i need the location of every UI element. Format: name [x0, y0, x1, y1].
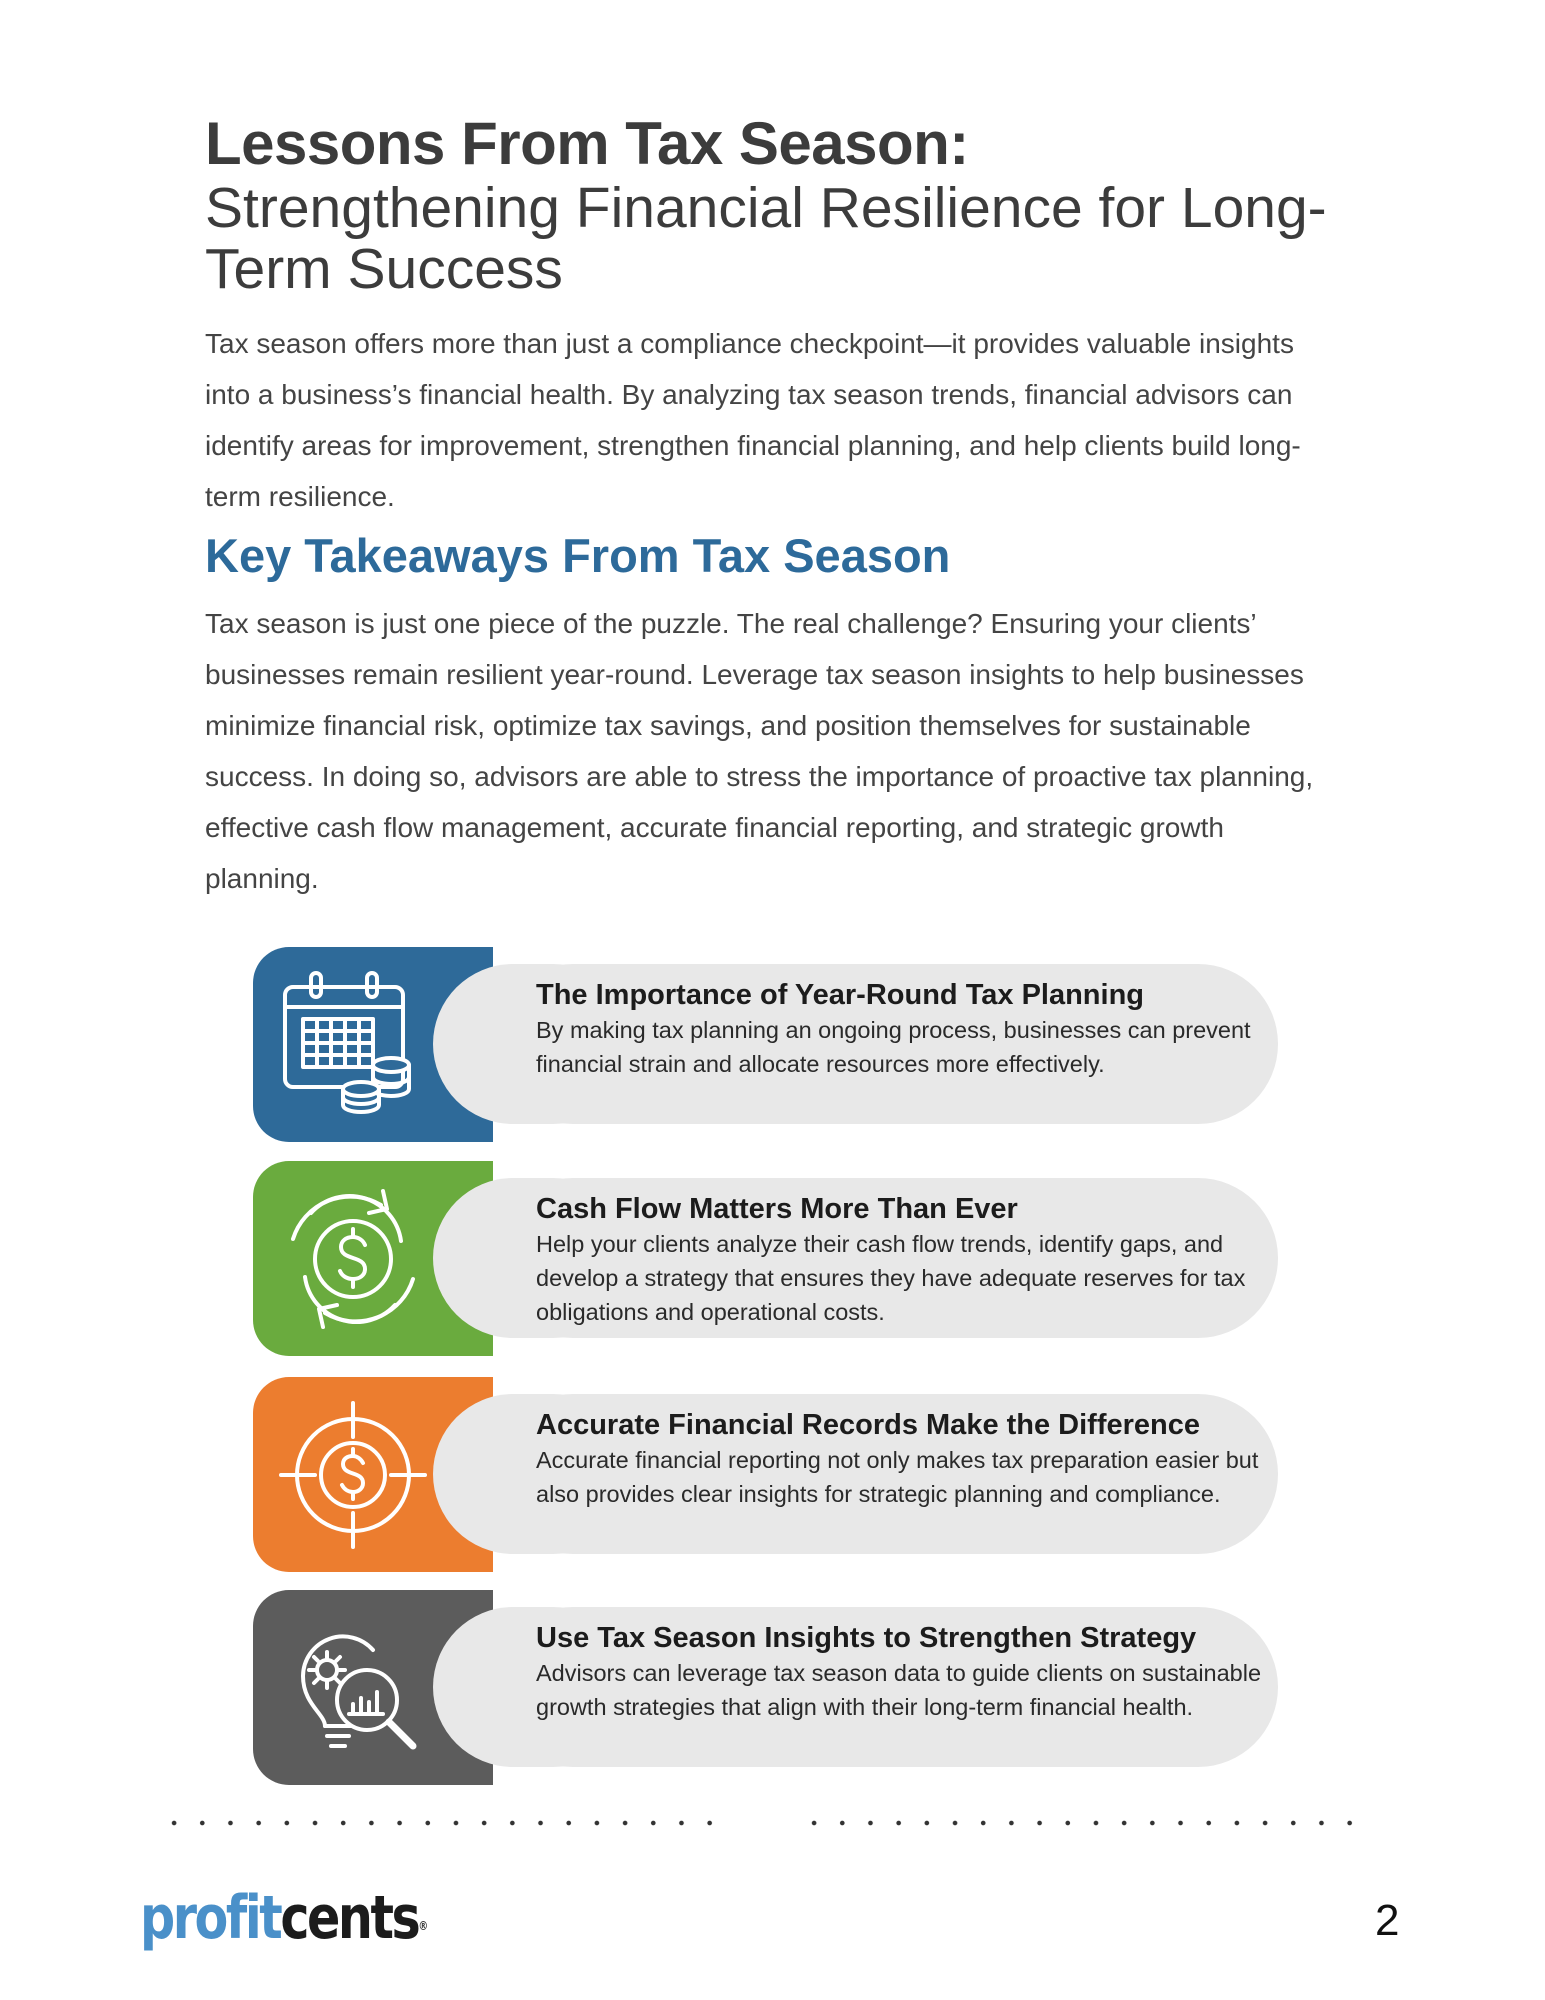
logo-registered-mark: ®: [418, 1919, 429, 1933]
takeaway-card: [253, 1377, 1278, 1572]
card-heading: Use Tax Season Insights to Strengthen Strategy: [536, 1622, 1197, 1654]
dollar-cycle-icon: [273, 1179, 433, 1339]
intro-paragraph: Tax season offers more than just a compliance checkpoint—it provides valuable insights into a business’s financial health. By analyzing tax season trends, financial advisors can identify areas for improvement, strengthen financial planning, and help clients build long-term resilience.: [205, 328, 1301, 512]
dotted-divider-left: [160, 1820, 730, 1826]
section-paragraph: Tax season is just one piece of the puzzle. The real challenge? Ensuring your clients’ businesses remain resilient year-round. Leverage tax season insights to help businesses minimize financial risk, optimize tax savings, and position themselves for sustainable success. In doing so, advisors are able to stress the importance of proactive tax planning, effective cash flow management, accurate financial reporting, and strategic growth planning.: [205, 608, 1314, 894]
lightbulb-analytics-icon: [273, 1608, 433, 1768]
logo-cents: cents: [280, 1883, 419, 1953]
logo-profit: profit: [140, 1883, 281, 1953]
card-description: Advisors can leverage tax season data to guide clients on sustainable growth strategies that align with their long-term financial health.: [536, 1660, 1262, 1720]
dollar-target-icon: [273, 1395, 433, 1555]
card-description: Accurate financial reporting not only makes tax preparation easier but also provides clear insights for strategic planning and compliance.: [536, 1447, 1259, 1507]
calendar-coins-icon: [273, 965, 433, 1125]
card-heading: Accurate Financial Records Make the Difference: [536, 1409, 1201, 1441]
profitcents-logo: [140, 1878, 428, 1958]
takeaway-card: [253, 1590, 1278, 1785]
card-description: Help your clients analyze their cash flow trends, identify gaps, and develop a strategy that ensures they have adequate reserves for tax obligations and operational costs.: [536, 1231, 1246, 1325]
takeaway-card: [253, 947, 1278, 1142]
page-subtitle: Strengthening Financial Resilience for Long-Term Success: [205, 176, 1327, 301]
takeaway-card: [253, 1161, 1278, 1356]
card-heading: The Importance of Year-Round Tax Planning: [536, 979, 1145, 1011]
card-heading: Cash Flow Matters More Than Ever: [536, 1193, 1018, 1225]
section-heading: Key Takeaways From Tax Season: [205, 529, 951, 582]
page-number: 2: [1375, 1896, 1400, 1945]
dotted-divider-right: [800, 1820, 1370, 1826]
page-title: Lessons From Tax Season:: [205, 110, 969, 177]
card-description: By making tax planning an ongoing process, businesses can prevent financial strain and allocate resources more effectively.: [536, 1017, 1251, 1077]
